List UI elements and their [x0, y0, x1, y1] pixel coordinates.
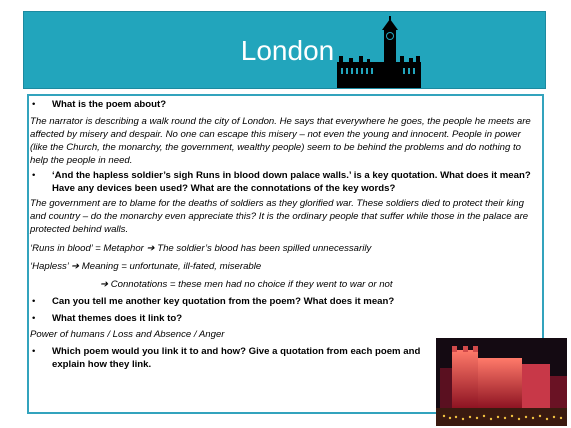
page-title: London [240, 35, 335, 66]
question-about: • What is the poem about? [32, 99, 167, 110]
question-link-poem: • Which poem would you link it to and how? Give a quotation from each poem and explain how they link. [32, 346, 421, 370]
answer-about: The narrator is describing a walk round the city of London. He says that everywhere he goes, the people he meets are affected by misery and despair. No one can escape this misery – not even the young and innocent. People in power (like the Church, the monarchy, the government, wealthy people) seem to be behind the problems and do nothing to help the people in need. [30, 116, 531, 166]
title-banner [23, 11, 546, 89]
question-another-quotation: • Can you tell me another key quotation from the poem? What does it mean? [32, 296, 395, 307]
content-text [30, 98, 538, 371]
hapless-line: ‘Hapless’ ➔ Meaning = unfortunate, ill-fated, miserable [30, 261, 262, 272]
big-ben-skyline-icon [337, 16, 421, 88]
red-lit-tower-icon [436, 338, 567, 426]
connotations-line: ➔ Connotations = these men had no choice if they went to war or not [100, 279, 393, 290]
tower-photo [436, 338, 567, 426]
metaphor-line: ‘Runs in blood’ = Metaphor ➔ The soldier’s blood has been spilled unnecessarily [30, 243, 372, 254]
question-themes: • What themes does it link to? [32, 313, 183, 324]
answer-quotation: The government are to blame for the deaths of soldiers as they glorified war. These soldiers died to protect their king and country – do the monarchy even appreciate this? It is the ordinary people that suffer while those in the palace are protected behind walls. [30, 198, 529, 235]
themes-answer: Power of humans / Loss and Absence / Anger [30, 329, 225, 340]
question-quotation: • ‘And the hapless soldier’s sigh Runs in blood down palace walls.’ is a key quotation. What does it mean? Have any devices been used? What are the connotations of the key words? [32, 170, 531, 194]
